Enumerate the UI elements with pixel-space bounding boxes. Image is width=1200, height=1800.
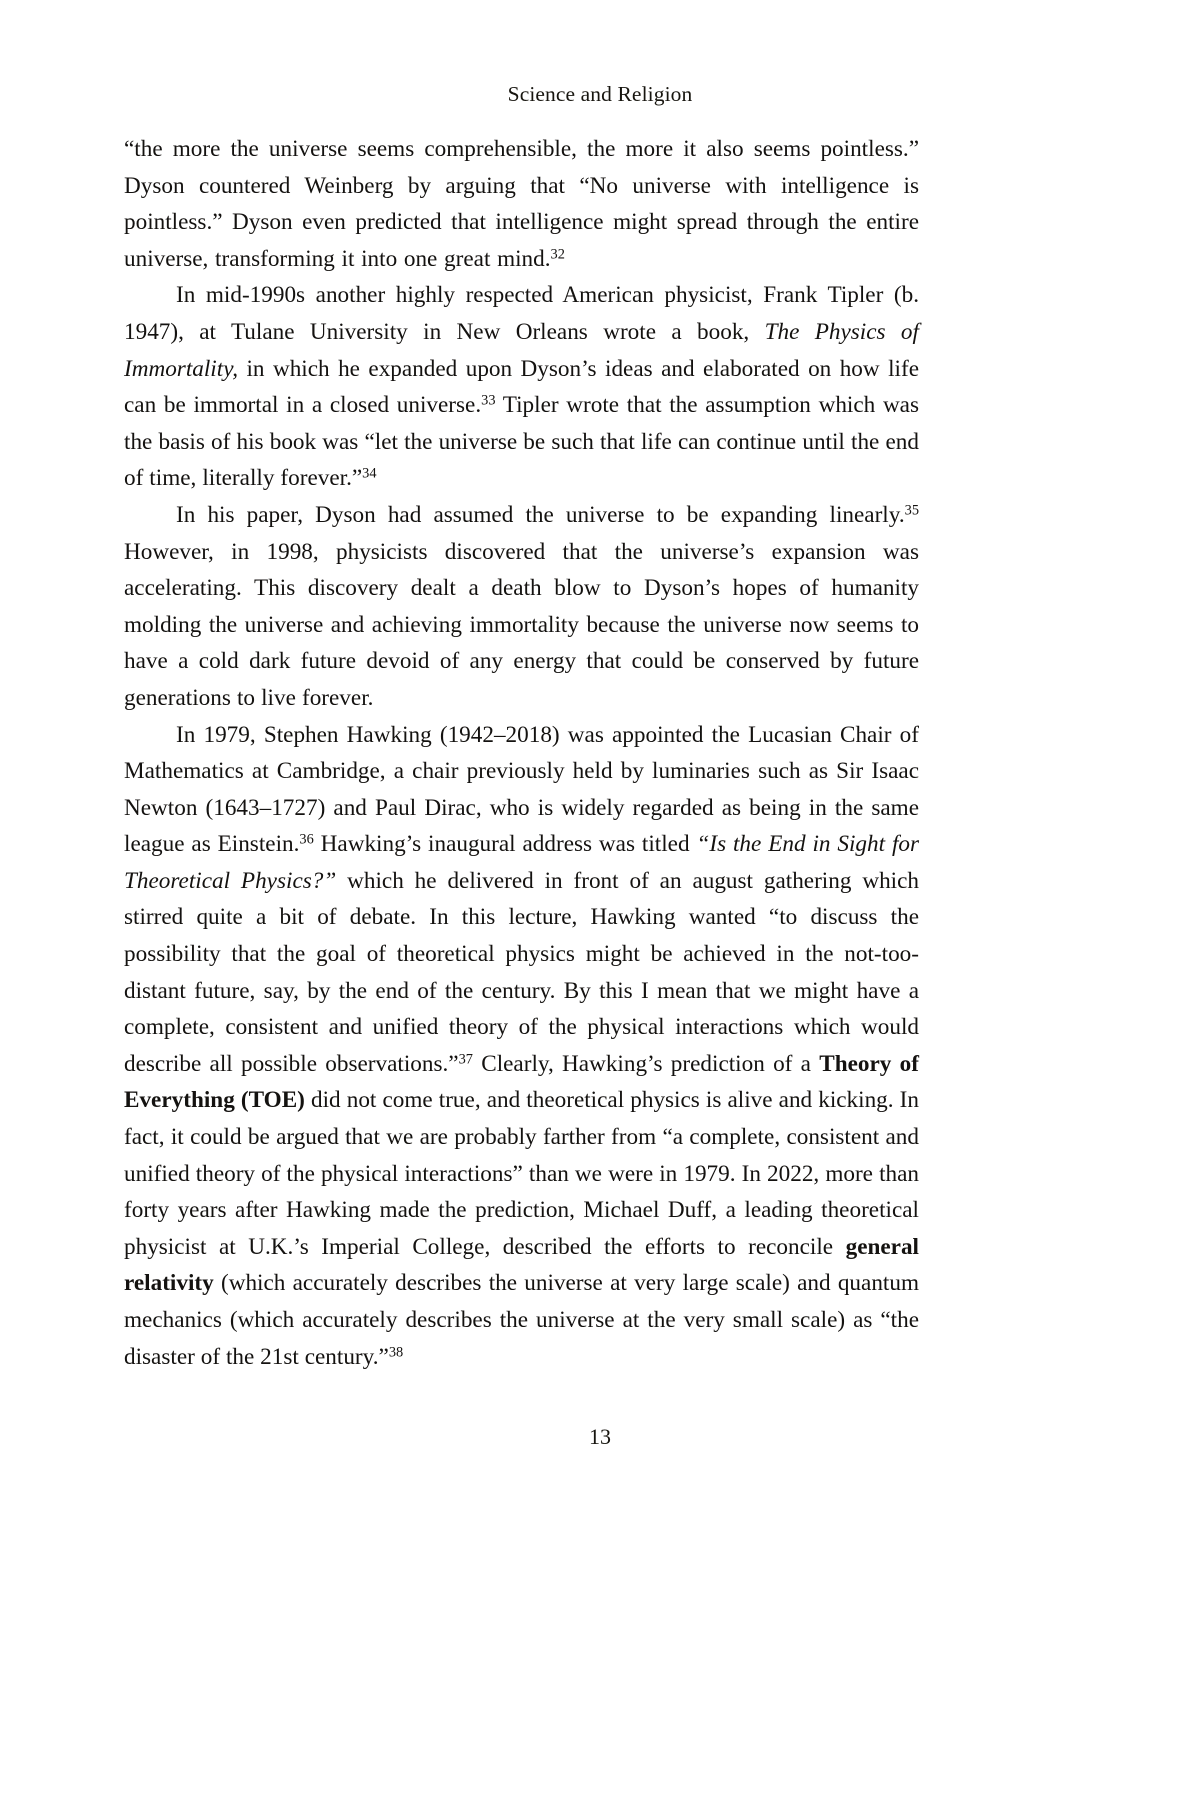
paragraph-3 (124, 497, 919, 717)
body-text-column (124, 131, 919, 1375)
text-run: In his paper, Dyson had assumed the universe to be expanding linearly. (176, 501, 905, 528)
bold-term: Theory of Everything (TOE) (124, 1050, 919, 1114)
paragraph-1 (124, 131, 919, 277)
text-run: However, in 1998, physicists discovered that the universe’s expansion was accelerating. This discovery dealt a death blow to Dyson’s hopes of humanity molding the universe and achieving immortality because the universe now seems to have a cold dark future devoid of any energy that could be conserved by future generations to live forever. (124, 538, 919, 711)
footnote-marker-36: 36 (299, 831, 314, 848)
text-run: In mid-1990s another highly respected American physicist, Frank Tipler (b. 1947), at Tulane University in New Orleans wrote a book, (124, 282, 919, 345)
italic-title: The Physics of Immortality, (124, 318, 919, 382)
paragraph-4 (124, 717, 919, 1376)
italic-title: “Is the End in Sight for Theoretical Physics?” (124, 831, 920, 894)
text-run: Tipler wrote that the assumption which was the basis of his book was “let the universe be such that life can continue until the end of time, literally forever.” (124, 392, 919, 492)
text-run: which he delivered in front of an august gathering which stirred quite a bit of debate. In this lecture, Hawking wanted “to discuss the possibility that the goal of theoretical physics might be achieved in the not-too-distant future, say, by the end of the century. By this I mean that we might have a complete, consistent and unified theory of the physical interactions which would describe all possible observations.” (124, 867, 919, 1077)
footnote-marker-34: 34 (362, 465, 377, 482)
footnote-marker-35: 35 (904, 502, 919, 519)
text-run: In 1979, Stephen Hawking (1942–2018) was appointed the Lucasian Chair of Mathematics at Cambridge, a chair previously held by luminaries such as Sir Isaac Newton (1643–1727) and Paul Dirac, who is widely regarded as being in the same league as Einstein. (124, 721, 919, 858)
footnote-marker-38: 38 (388, 1344, 404, 1361)
text-run: (which accurately describes the universe at very large scale) and quantum mechanics (which accurately describes the universe at the very small scale) as “the disaster of the 21st century.” (124, 1270, 919, 1370)
footnote-marker-33: 33 (481, 392, 496, 409)
text-run: “the more the universe seems comprehensible, the more it also seems pointless.” Dyson countered Weinberg by arguing that “No universe with intelligence is pointless.” Dyson even predicted that intelligence might spread through the entire universe, transforming it into one great mind. (124, 136, 919, 272)
paragraph-2 (124, 277, 919, 497)
text-run: did not come true, and theoretical physics is alive and kicking. In fact, it could be argued that we are probably farther from “a complete, consistent and unified theory of the physical interactions” than we were in 1979. In 2022, more than forty years after Hawking made the prediction, Michael Duff, a leading theoretical physicist at U.K.’s Imperial College, described the efforts to reconcile (124, 1087, 919, 1260)
text-run: Hawking’s inaugural address was titled (313, 831, 697, 858)
running-head: Science and Religion (507, 82, 693, 106)
footnote-marker-32: 32 (550, 246, 565, 263)
page-number: 13 (589, 1424, 611, 1449)
bold-term: general relativity (124, 1233, 919, 1297)
text-run: Clearly, Hawking’s prediction of a (472, 1050, 820, 1077)
footnote-marker-37: 37 (458, 1051, 473, 1068)
text-run: in which he expanded upon Dyson’s ideas and elaborated on how life can be immortal in a closed universe. (124, 355, 919, 419)
